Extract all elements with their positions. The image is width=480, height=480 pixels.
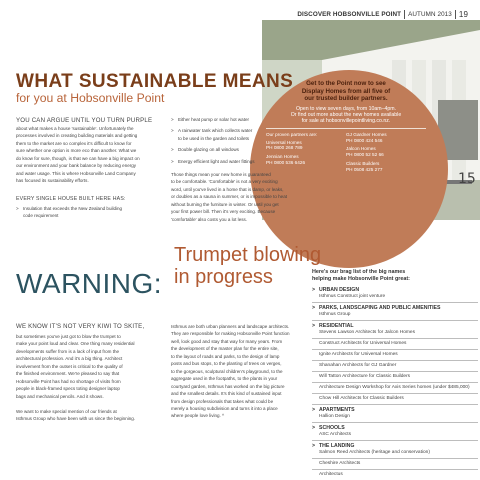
badge-title-line: Get to the Point now to see: [306, 80, 386, 87]
warning-col-1: [16, 333, 166, 422]
chevron-right-icon: >: [312, 305, 316, 311]
standards-heading: EVERY SINGLE HOUSE BUILT HERE HAS:: [16, 196, 126, 202]
feature-item: [171, 116, 299, 123]
brag-list: [312, 269, 478, 478]
page-title: WHAT SUSTAINABLE MEANS: [16, 71, 294, 92]
partner-name: GJ Gardner Homes: [346, 131, 387, 137]
intro-body: [16, 125, 166, 185]
feature-item: [171, 127, 299, 142]
page-subtitle: for you at Hobsonville Point: [16, 91, 165, 105]
category-name: APARTMENTS: [319, 407, 355, 413]
heading-line: helping make Hobsonville Point great:: [312, 276, 410, 282]
text-line: from design professionals that takes what could be: [171, 398, 274, 404]
header-issue: AUTUMN 2013: [408, 11, 452, 18]
category-name: SCHOOLS: [319, 425, 345, 431]
text-line: make your point loud and clear. One thing many residential: [16, 341, 135, 347]
text-line: but sometimes you've just got to blow the trumpet to: [16, 334, 121, 339]
tagline-line: Trumpet blowing: [174, 244, 322, 266]
text-line: We want to make special mention of our friends at: [16, 408, 117, 414]
category-heading: [312, 425, 478, 432]
text-line: architectural profession. And it's a big thing. Architect: [16, 356, 123, 362]
list-item: Shanahan Architects for GJ Gardner: [312, 363, 478, 372]
feature-item: [171, 158, 299, 165]
list-item: Salmon Reed Architects (heritage and conservation): [312, 450, 478, 459]
badge-sub-line: Open to view seven days, from 10am–4pm.: [295, 105, 397, 112]
category-heading: [312, 443, 478, 450]
text-line: where people love living. ^: [171, 413, 225, 419]
text-line: courtyard garden, Isthmus has worked on the big picture: [171, 383, 285, 389]
list-item: Isthmus Construct joint venture: [312, 294, 478, 303]
text-line: to the layout of roads and parks, to the design of lamp: [171, 353, 280, 359]
features-paragraph: [171, 171, 303, 223]
text-line: developments suffer from is a lack of input from the: [16, 348, 120, 354]
text-line: merely a housing subdivision and turns it into a place: [171, 405, 278, 411]
text-line: Either heat pump or solar hot water: [178, 117, 250, 122]
text-line: Insulation that exceeds the New Zealand building: [23, 206, 123, 211]
features-list: [171, 116, 299, 169]
partner-phone: PH 0800 268 789: [266, 145, 303, 151]
chevron-right-icon: >: [312, 425, 316, 431]
partner-name: Jennian Homes: [266, 154, 299, 160]
text-line: Double glazing on all windows: [178, 147, 239, 153]
text-line: about what makes a house 'sustainable'. Unfortunately the: [16, 126, 134, 131]
list-item: Architectus: [319, 472, 343, 477]
list-item: Architecture Design Workshop for Axis Series homes (under $485,000): [312, 385, 478, 394]
text-line: Energy efficient light and water fittings: [178, 158, 255, 164]
header-section: DISCOVER HOBSONVILLE POINT: [297, 11, 402, 18]
chevron-right-icon: >: [171, 128, 174, 134]
text-line: your first power bill. Then it's very exciting. Because: [171, 209, 276, 215]
page-number: 19: [458, 10, 468, 19]
standards-list: [16, 205, 166, 220]
heading-line: Here's our brag list of the big names: [312, 269, 406, 275]
partner-phone: PH 0508 425 277: [346, 167, 383, 173]
list-item: Construct Architects for Universal Homes: [312, 341, 478, 350]
list-item: Stevens Lawson Architects for Jalcon Homes: [312, 330, 478, 339]
text-line: our environment and your bank balance by reducing energy: [16, 163, 137, 169]
badge-sub-line: Or find out more about the new homes available: [290, 112, 402, 119]
list-item: ASC Architects: [312, 432, 478, 441]
text-line: do know for sure, though, is that we can have a big impact on: [16, 155, 140, 161]
category-name: THE LANDING: [319, 443, 355, 449]
text-line: to be used in the garden and toilets: [178, 135, 250, 141]
partner-phone: PH 0800 536 6426: [266, 160, 306, 166]
partner-name: Jalcon Homes: [346, 146, 376, 152]
text-line: well, look good and stay that way for many years. From: [171, 338, 283, 344]
category-name: PARKS, LANDSCAPING AND PUBLIC AMENITIES: [319, 305, 441, 311]
list-item: Cheshire Architects: [312, 461, 478, 470]
chevron-right-icon: >: [312, 323, 316, 329]
text-line: involvement from the outset is critical to the quality of: [16, 363, 123, 369]
text-line: the development of the master plan for the entire site,: [171, 346, 279, 352]
warning-tagline: [174, 244, 321, 288]
list-item: Will Tatton Architecture for Classic Builders: [312, 374, 478, 383]
category-name: RESIDENTIAL: [319, 323, 354, 329]
badge-title-line: Display Homes from all five of: [301, 87, 391, 95]
warning-subheading: WE KNOW IT'S NOT VERY KIWI TO SKITE,: [16, 323, 145, 330]
text-line: 'comfortable' also costs you a lot less.: [171, 216, 248, 222]
text-line: Hobsonville Point has had no shortage of visits from: [16, 378, 121, 384]
text-line: Isthmus Group who have been with us since the beginning.: [16, 415, 136, 421]
text-line: bags and mechanical pencils. And it shows.: [16, 393, 104, 399]
header-divider: [404, 10, 405, 19]
house-number: 15: [458, 171, 476, 187]
paragraph-gap: [16, 400, 166, 407]
list-item: Chow Hill Architects for Classic Builders: [312, 396, 478, 405]
tagline-line: in progress: [174, 266, 273, 288]
text-line: and water usage. This is where Hobsonville Land Company: [16, 170, 136, 176]
category-heading: [312, 407, 478, 414]
partners-col-right: [346, 132, 426, 173]
chevron-right-icon: >: [171, 147, 174, 153]
text-line: the finished environment. We're pleased to say that: [16, 371, 120, 377]
text-line: word, until you've lived in a home that is damp, or leaks,: [171, 186, 284, 192]
text-line: and the smallest details. It's this kind of sustained input: [171, 391, 282, 397]
warning-col-2: [171, 323, 307, 420]
chevron-right-icon: >: [171, 117, 174, 122]
intro-heading: YOU CAN ARGUE UNTIL YOU TURN PURPLE: [16, 117, 153, 124]
feature-item: [171, 146, 299, 153]
chevron-right-icon: >: [171, 158, 174, 164]
chevron-right-icon: >: [312, 287, 316, 293]
warning-heading: WARNING:: [16, 268, 163, 299]
chevron-right-icon: >: [312, 443, 316, 449]
text-line: to the gorgeous, sculptural children's playground, to the: [171, 368, 283, 374]
partner-name: Universal Homes: [266, 139, 302, 145]
badge-sub-line: for sale at hobsonvillepointliving.co.nz.: [301, 118, 391, 125]
text-line: They are responsible for making Hobsonville Point function: [171, 331, 290, 337]
partner-name: Classic Builders: [346, 161, 380, 167]
text-line: sure whether one option is more eco than another. What we: [16, 148, 137, 154]
text-line: Isthmus are both urban planners and landscape architects.: [171, 324, 290, 329]
text-line: processes involved in creating building materials and getting: [16, 133, 138, 139]
partner-phone: PH 0800 424 546: [346, 137, 383, 143]
text-line: or doubles as a sauna in summer, or is impossible to heat: [171, 194, 288, 200]
text-line: people in black-framed specs toting designer laptop: [16, 386, 120, 392]
text-line: posts and bus stops, to the planting of trees on verges,: [171, 361, 282, 367]
category-name: URBAN DESIGN: [319, 287, 360, 293]
text-line: aggregate used in the footpaths, to the plants in your: [171, 376, 278, 382]
text-line: has focused its sustainability efforts.: [16, 178, 89, 184]
list-item: Hallion Design: [312, 414, 478, 423]
category-heading: [312, 323, 478, 330]
text-line: them to the market are so complex it's difficult to know for: [16, 140, 132, 146]
page-header: [297, 10, 468, 19]
list-item: Isthmus Group: [312, 312, 478, 321]
standards-item: [16, 205, 166, 220]
brag-list-heading: [312, 269, 478, 283]
partner-phone: PH 0800 52 52 66: [346, 152, 384, 158]
badge-title-line: our trusted builder partners.: [304, 95, 388, 103]
chevron-right-icon: >: [16, 206, 19, 211]
category-heading: [312, 305, 478, 312]
category-heading: [312, 287, 478, 294]
header-divider: [455, 10, 456, 19]
partners-label: Our proven partners are:: [266, 131, 318, 137]
text-line: code requirement: [23, 213, 59, 219]
text-line: Those things mean your new home is guaranteed: [171, 172, 271, 177]
text-line: to be comfortable. 'Comfortable' is not a very exciting: [171, 179, 278, 185]
list-item: Ignite Architects for Universal Homes: [312, 352, 478, 361]
chevron-right-icon: >: [312, 407, 316, 413]
text-line: without burning the furniture in winter. Or until you get: [171, 201, 279, 207]
text-line: A rainwater tank which collects water: [178, 128, 253, 134]
